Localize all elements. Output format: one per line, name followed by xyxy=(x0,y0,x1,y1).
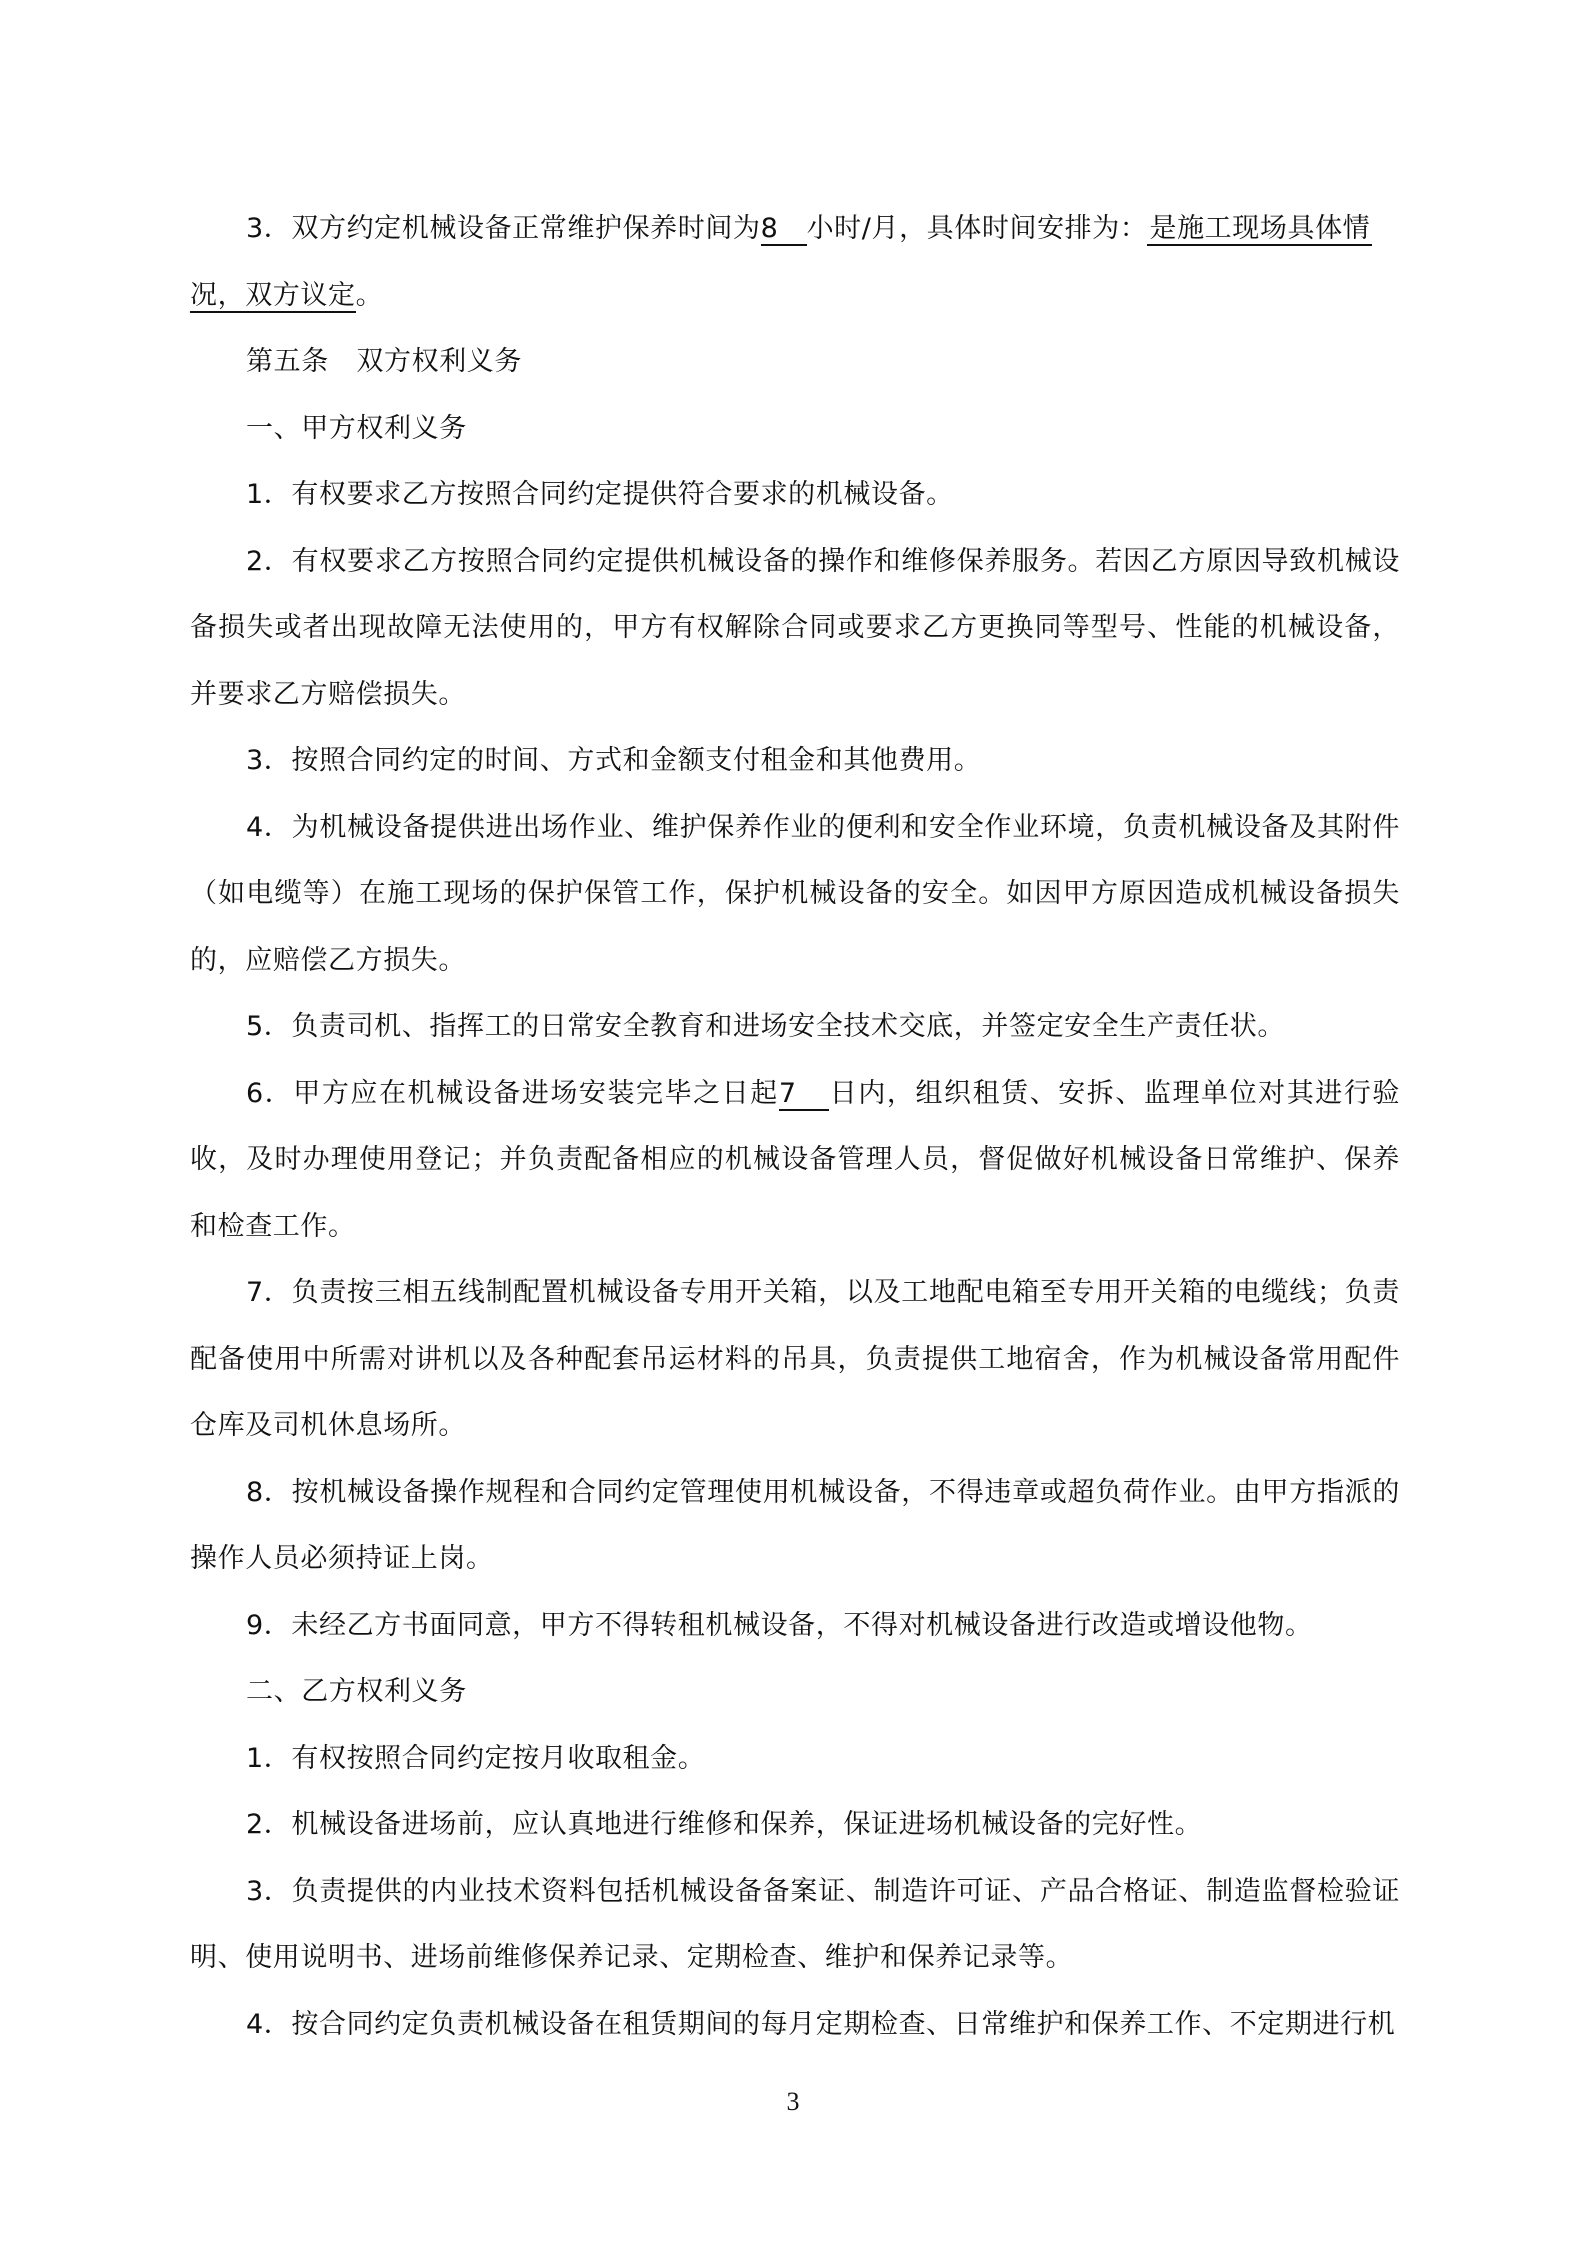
party-a-clause-4: 4．为机械设备提供进出场作业、维护保养作业的便利和安全作业环境，负责机械设备及其附件（如电缆等）在施工现场的保护保管工作，保护机械设备的安全。如因甲方原因造成机械设备损失的，应赔偿乙方损失。 xyxy=(190,811,1400,976)
clause-text: 日内，组织租赁、安拆、监理单位对其进行验收，及时办理使用登记；并负责配备相应的机械设备管理人员，督促做好机械设备日常维护、保养和检查工作。 xyxy=(190,1077,1401,1242)
clause-maintenance-time xyxy=(190,196,1400,329)
party-a-clause-5: 5．负责司机、指挥工的日常安全教育和进场安全技术交底，并签定安全生产责任状。 xyxy=(246,1011,1285,1042)
party-b-clause-2: 2．机械设备进场前，应认真地进行维修和保养，保证进场机械设备的完好性。 xyxy=(246,1809,1203,1840)
party-b-clause-1: 1．有权按照合同约定按月收取租金。 xyxy=(246,1742,706,1774)
article-heading: 第五条 双方权利义务 xyxy=(246,346,522,377)
section-heading-party-a: 一、甲方权利义务 xyxy=(246,412,467,444)
section-heading-party-b: 二、乙方权利义务 xyxy=(246,1676,467,1707)
schedule-blank-continued: 况，双方议定 xyxy=(190,279,356,311)
party-a-clause-7: 7．负责按三相五线制配置机械设备专用开关箱，以及工地配电箱至专用开关箱的电缆线；负责配备使用中所需对讲机以及各种配套吊运材料的吊具，负责提供工地宿舍，作为机械设备常用配件仓库及司机休息场所。 xyxy=(190,1277,1400,1441)
contract-body xyxy=(190,196,1400,2058)
clause-text: 3．双方约定机械设备正常维护保养时间为 xyxy=(246,213,761,244)
party-a-clause-9: 9．未经乙方书面同意，甲方不得转租机械设备，不得对机械设备进行改造或增设他物。 xyxy=(246,1609,1313,1641)
hours-blank: 8 xyxy=(761,214,807,246)
party-a-clause-1: 1．有权要求乙方按照合同约定提供符合要求的机械设备。 xyxy=(246,479,954,510)
clause-text: 小时/月，具体时间安排为： xyxy=(806,213,1148,244)
days-blank: 7 xyxy=(779,1079,829,1111)
party-b-clause-3: 3．负责提供的内业技术资料包括机械设备备案证、制造许可证、产品合格证、制造监督检验证明、使用说明书、进场前维修保养记录、定期检查、维护和保养记录等。 xyxy=(190,1875,1400,1973)
schedule-blank: 是施工现场具体情 xyxy=(1149,213,1371,244)
clause-text: 。 xyxy=(355,279,384,311)
page-number: 3 xyxy=(786,2087,800,2116)
party-a-clause-3: 3．按照合同约定的时间、方式和金额支付租金和其他费用。 xyxy=(246,745,982,776)
party-a-clause-6 xyxy=(190,1061,1400,1261)
party-a-clause-2: 2．有权要求乙方按照合同约定提供机械设备的操作和维修保养服务。若因乙方原因导致机械设备损失或者出现故障无法使用的，甲方有权解除合同或要求乙方更换同等型号、性能的机械设备，并要求乙方赔偿损失。 xyxy=(190,545,1400,710)
clause-text: 6．甲方应在机械设备进场安装完毕之日起 xyxy=(246,1077,779,1109)
party-a-clause-8: 8．按机械设备操作规程和合同约定管理使用机械设备，不得违章或超负荷作业。由甲方指派的操作人员必须持证上岗。 xyxy=(190,1476,1400,1574)
party-b-clause-4: 4．按合同约定负责机械设备在租赁期间的每月定期检查、日常维护和保养工作、不定期进行机 xyxy=(246,2008,1396,2040)
